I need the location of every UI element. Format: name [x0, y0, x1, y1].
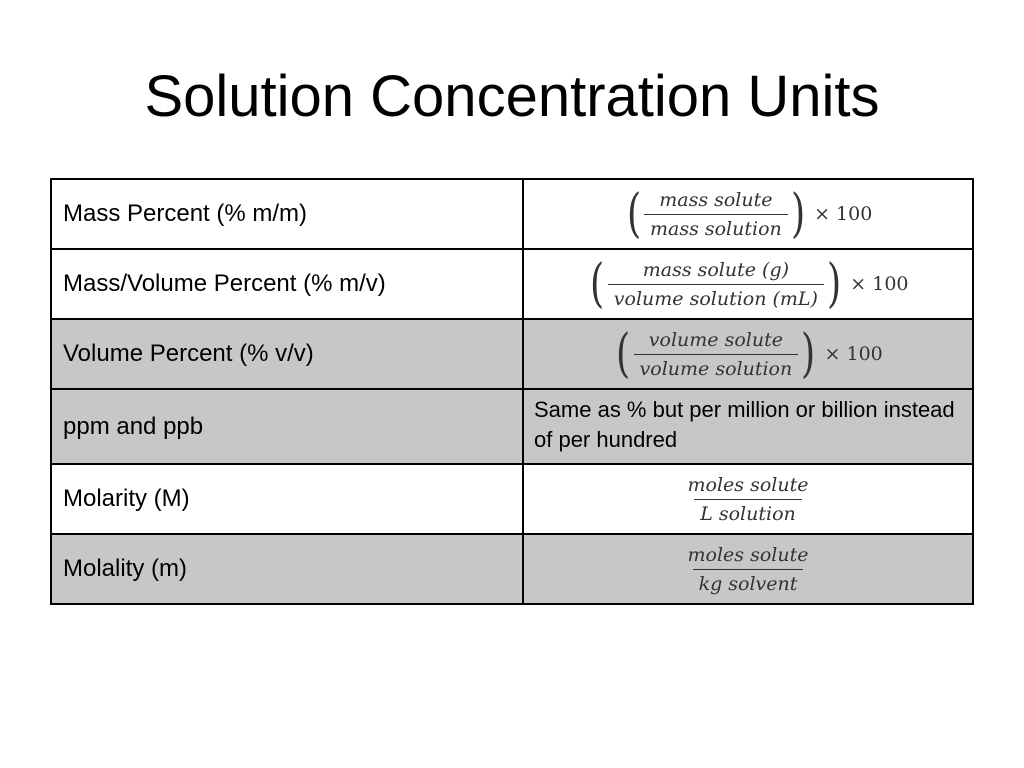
denominator: L solution	[694, 499, 802, 525]
formula	[682, 544, 815, 595]
row-label: Mass Percent (% m/m)	[51, 179, 523, 249]
numerator: mass solute	[659, 188, 773, 211]
table-row	[51, 319, 973, 389]
formula-cell	[523, 179, 973, 249]
formula: ( $\frac{\text{mass solute}}{\text{mass solution}}$ ) × 100	[626, 184, 873, 244]
multiplier: × 100	[814, 203, 873, 225]
numerator: volume solute	[648, 328, 783, 351]
numerator: moles solute	[687, 543, 809, 566]
formula: ( $\frac{\text{volume solute}}{\text{volume solution}}$ ) × 100	[616, 324, 883, 384]
formula-cell	[523, 249, 973, 319]
formula-cell	[523, 319, 973, 389]
table-row	[51, 534, 973, 604]
page-title: Solution Concentration Units	[144, 64, 880, 129]
row-label: Molarity (M)	[51, 464, 523, 534]
denominator: volume solution	[634, 354, 799, 380]
row-label: Volume Percent (% v/v)	[51, 319, 523, 389]
multiplier: × 100	[824, 343, 883, 365]
table-row	[51, 179, 973, 249]
formula	[682, 474, 815, 525]
table-row	[51, 249, 973, 319]
numerator: moles solute	[687, 473, 809, 496]
formula: ( $\frac{\text{mass solute (g)}}{\text{volume solution (mL)}}$ ) × 100	[590, 254, 909, 314]
table-row	[51, 389, 973, 464]
denominator: kg solvent	[693, 569, 804, 595]
formula-cell	[523, 464, 973, 534]
numerator: mass solute (g)	[642, 258, 790, 281]
table-row	[51, 464, 973, 534]
denominator: volume solution (mL)	[608, 284, 824, 310]
row-label: Molality (m)	[51, 534, 523, 604]
formula-cell	[523, 534, 973, 604]
row-label: ppm and ppb	[51, 389, 523, 464]
multiplier: × 100	[850, 273, 909, 295]
description-cell: Same as % but per million or billion instead of per hundred	[523, 389, 973, 464]
concentration-units-table	[50, 178, 974, 605]
denominator: mass solution	[644, 214, 788, 240]
row-label: Mass/Volume Percent (% m/v)	[51, 249, 523, 319]
